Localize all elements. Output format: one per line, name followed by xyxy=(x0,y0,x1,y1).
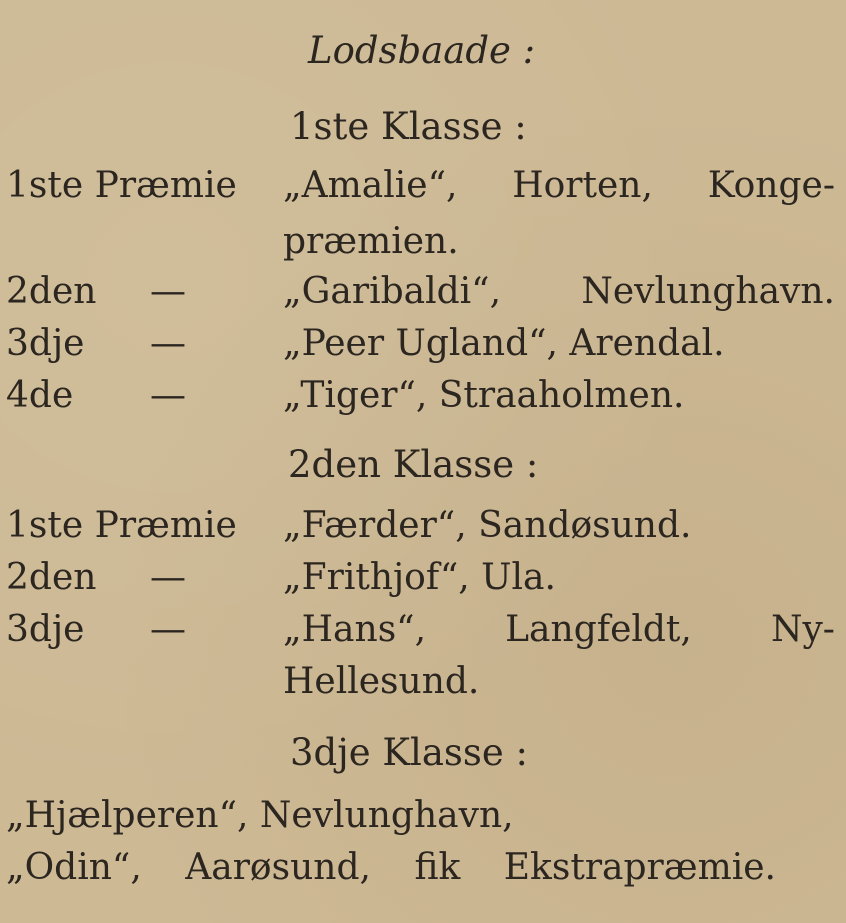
prize-rank: 2den xyxy=(6,557,97,598)
prize-entry: „Frithjof“, Ula. xyxy=(283,557,556,598)
class-1-prize-4 xyxy=(0,370,846,422)
prize-entry xyxy=(283,160,835,212)
class-1-prize-3 xyxy=(0,318,846,370)
class-1-prize-1-continuation xyxy=(0,216,846,268)
prize-rank: 1ste Præmie xyxy=(6,165,237,206)
prize-rank: 3dje xyxy=(6,323,85,364)
ditto-dash: — xyxy=(150,375,186,416)
section-title: Lodsbaade : xyxy=(308,29,536,72)
ditto-dash: — xyxy=(150,557,186,598)
prize-entry xyxy=(283,266,835,318)
prize-rank: 2den xyxy=(6,271,97,312)
class-2-heading: 2den Klasse : xyxy=(288,443,539,486)
boat-name: „Odin“, xyxy=(6,847,142,888)
boat-home-port: Horten, xyxy=(512,165,653,206)
prize-entry: „Peer Ugland“, Arendal. xyxy=(283,323,725,364)
class-2-prize-3 xyxy=(0,604,846,656)
prize-note-word: fik xyxy=(414,847,461,888)
boat-home-port: Aarøsund, xyxy=(185,847,371,888)
prize-note-word: Ekstrapræmie. xyxy=(503,847,776,888)
prize-rank: 1ste Præmie xyxy=(6,505,237,546)
boat-name: „Amalie“, xyxy=(283,165,458,206)
class-2-prize-1 xyxy=(0,500,846,552)
class-3-entry-2 xyxy=(0,842,846,894)
class-1-heading: 1ste Klasse : xyxy=(290,105,527,148)
prize-entry: „Tiger“, Straaholmen. xyxy=(283,375,685,416)
class-1-prize-1 xyxy=(0,160,846,212)
prize-note-continuation: præmien. xyxy=(283,221,459,262)
boat-owner: Langfeldt, xyxy=(505,609,692,650)
ditto-dash: — xyxy=(150,271,186,312)
boat-name: „Garibaldi“, xyxy=(283,271,502,312)
prize-entry: „Færder“, Sandøsund. xyxy=(283,505,692,546)
boat-home-port: Ny- xyxy=(770,609,835,650)
prize-rank: 3dje xyxy=(6,609,85,650)
prize-entry xyxy=(6,842,776,894)
class-3-heading: 3dje Klasse : xyxy=(290,731,528,774)
boat-home-port-continuation: Hellesund. xyxy=(283,661,480,702)
class-1-prize-2 xyxy=(0,266,846,318)
ditto-dash: — xyxy=(150,323,186,364)
class-2-prize-3-continuation xyxy=(0,656,846,708)
prize-entry xyxy=(283,604,835,656)
ditto-dash: — xyxy=(150,609,186,650)
class-3-entry-1 xyxy=(0,790,846,842)
prize-rank: 4de xyxy=(6,375,74,416)
boat-home-port: Nevlunghavn. xyxy=(581,271,835,312)
class-2-prize-2 xyxy=(0,552,846,604)
prize-entry: „Hjælperen“, Nevlunghavn, xyxy=(6,795,514,836)
boat-name: „Hans“, xyxy=(283,609,427,650)
prize-note: Konge- xyxy=(707,165,835,206)
